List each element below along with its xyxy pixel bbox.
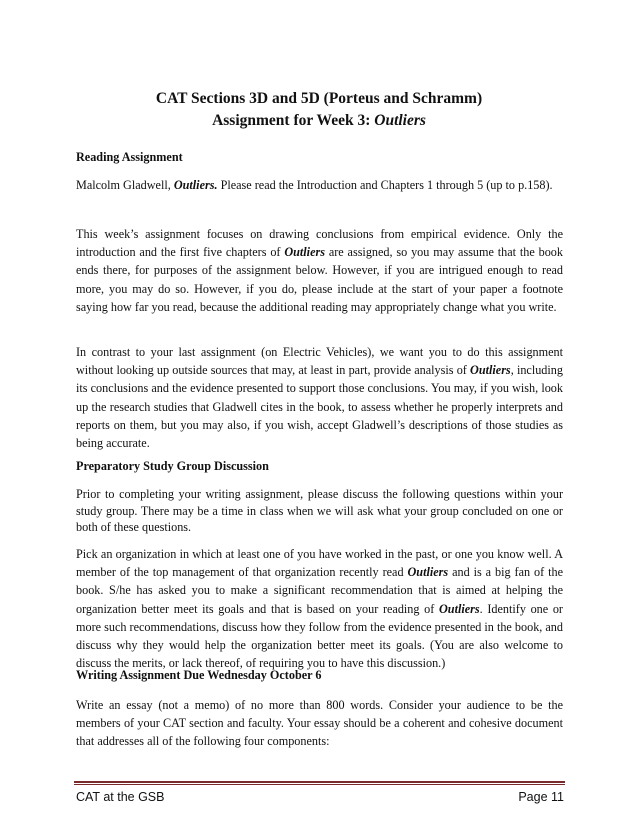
contrast-paragraph — [76, 343, 563, 452]
prep-paragraph-2 — [76, 545, 563, 672]
footer-left: CAT at the GSB — [76, 790, 165, 804]
this-week-text-c: are assigned, so you may assume that the book ends there, for purposes of the assignment below. However, if you are intrigued enough to read more, you may do so. However, if you do, please include at the start of your paper a footnote saying how far you read, because the additional reading may appropriately change what you write. — [76, 245, 563, 314]
reading-text-c: Please read the Introduction and Chapters 1 through 5 (up to p.158). — [217, 178, 553, 192]
document-subtitle — [0, 111, 638, 131]
prep-paragraph-1: Prior to completing your writing assignment, please discuss the following questions within your study group. There may be a time in class when we will ask what your group concluded on one or both of these questions. — [76, 487, 563, 534]
contrast-book: Outliers — [470, 363, 511, 378]
this-week-book: Outliers — [284, 245, 325, 260]
prep-text-a: Pick an organization in which at least one of you have worked in the past, or one you know well. A member of the top management of that organization recently read — [76, 547, 563, 580]
this-week-paragraph — [76, 225, 563, 316]
contrast-text-a: In contrast to your last assignment (on Electric Vehicles), we want you to do this assignment without looking up outside sources that may, at least in part, provide analysis of — [76, 345, 563, 378]
subtitle-prefix: Assignment for Week 3: — [212, 112, 375, 129]
footer-rule-thin — [74, 784, 565, 785]
prep-book-2: Outliers — [438, 601, 480, 616]
reading-paragraph — [76, 176, 563, 194]
reading-text-a: Malcolm Gladwell, — [76, 178, 174, 192]
writing-heading: Writing Assignment Due Wednesday October 6 — [76, 668, 322, 682]
prep-text-e: . Identify one or more such recommendations, discuss how they follow from the evidence presented in the book, and discuss why they would help the organization better meet its goals. (You are also welcome to discuss the merits, or lack thereof, of requiring you to have this discussion.) — [76, 601, 563, 671]
subtitle-book: Outliers — [374, 112, 426, 129]
writing-paragraph: Write an essay (not a memo) of no more than 800 words. Consider your audience to be the members of your CAT section and faculty. Your essay should be a coherent and cohesive document that addresses all of the following four components: — [76, 698, 563, 749]
this-week-text-a: This week’s assignment focuses on drawing conclusions from empirical evidence. Only the introduction and the first five chapters of — [76, 227, 563, 260]
reading-book: Outliers. — [173, 178, 218, 192]
prep-heading: Preparatory Study Group Discussion — [76, 459, 269, 473]
prep-book-1: Outliers — [407, 565, 449, 580]
reading-heading: Reading Assignment — [76, 150, 183, 164]
contrast-text-c: , including its conclusions and the evidence presented to support those conclusions. You may, if you wish, look up the research studies that Gladwell cites in the book, to assess whether he properly interprets and reports on them, but you may also, if you wish, accept Gladwell’s descriptions of those studies as being accurate. — [76, 363, 563, 451]
prep-text-c: and is a big fan of the book. S/he has asked you to make a significant recommendation that is aimed at helping the organization better meet its goals and that is based on your reading of — [76, 565, 563, 616]
footer-rule — [74, 781, 565, 783]
document-title: CAT Sections 3D and 5D (Porteus and Schramm) — [155, 90, 483, 107]
page-number: Page 11 — [518, 790, 564, 804]
